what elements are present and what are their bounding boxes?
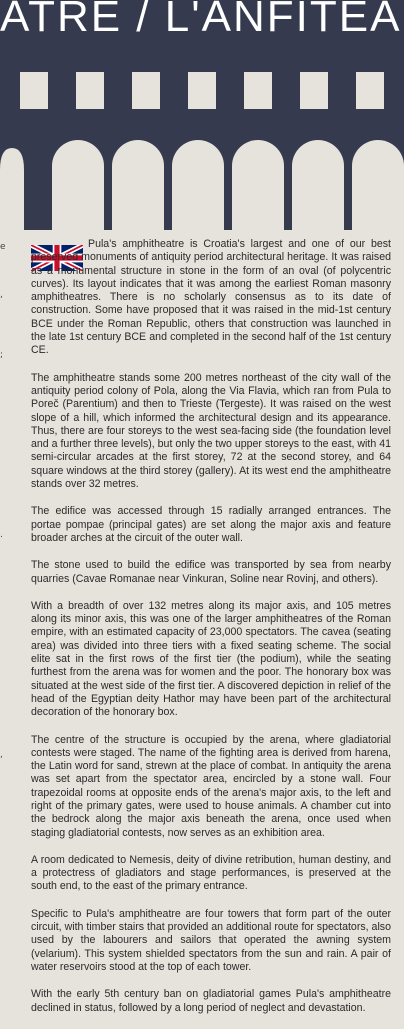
paragraph-intro: Pula's amphitheatre is Croatia's largest and one of our best preserved monuments of antiquity period architectural heritage. It was raised as a monumental structure in stone in the form of an oval (of polycentric curves). Its layout indicates that it was among the earliest Roman masonry amphitheatres. There is no scholarly consensus as to its date of construction. Some have proposed that it was raised in the mid-1st century BCE under the Roman Republic, others that construction was launched in the late 1st century BCE and completed in the second half of the 1st century CE. — [31, 238, 391, 357]
adjacent-text-edge: e , ; . , — [0, 242, 6, 760]
paragraph-location: The amphitheatre stands some 200 metres northeast of the city wall of the antiquity period colony of Pola, along the Via Flavia, which ran from Pula to Poreč (Parentium) and then to Trieste (Tergeste). It was raised on the west slope of a hill, which informed the architectural design and its appearance. Thus, there are four storeys to the west sea-facing side (the foundation level and a further three levels), but only the two upper storeys to the east, with 41 semi-circular arcades at the first storey, 72 at the second storey, and 64 square windows at the third storey (gallery). At its west end the amphitheatre stands over 32 metres. — [31, 371, 391, 491]
paragraph-towers: Specific to Pula's amphitheatre are four towers that form part of the outer circuit, with timber stairs that provided an additional route for spectators, also used by the labourers and sailors that operated the awning system (velarium). This system shielded spectators from the sun and rain. A pair of water reservoirs stood at the top of each tower. — [31, 907, 391, 973]
sign-panel — [0, 230, 404, 1024]
amphitheatre-facade-graphic — [0, 58, 404, 230]
paragraph-arena: The centre of the structure is occupied by the arena, where gladiatorial contests were staged. The name of the fighting area is derived from harena, the Latin word for sand, strewn at the place of combat. In antiquity the arena was set apart from the spectator area, encircled by a stone wall. Four trapezoidal rooms at opposite ends of the arena's major axis, to the left and right of the primary gates, were used to house animals. A chamber cut into the bedrock along the major axis beneath the arena, once used when staging gladiatorial contests, now serves as an exhibition area. — [31, 733, 391, 839]
paragraph-dimensions: With a breadth of over 132 metres along its major axis, and 105 metres along its minor axis, this was one of the larger amphitheatres of the Roman empire, with an estimated capacity of 23,000 spectators. The cavea (seating area) was divided into three tiers with a fixed seating scheme. The social elite sat in the first rows of the first tier (the podium), while the seating furthest from the arena was for women and the poor. The honorary box was situated at the west side of the first tier. A discovered depiction in relief of the head of the Egyptian deity Hathor may have been part of the architectural decoration of the honorary box. — [31, 599, 391, 719]
sign-header — [0, 0, 404, 230]
sign-body-text — [31, 238, 391, 1029]
paragraph-nemesis: A room dedicated to Nemesis, deity of divine retribution, human destiny, and a protectress of gladiators and stage performances, is preserved at the south end, to the east of the primary entrance. — [31, 853, 391, 893]
sign-title: ATRE / L'ANFITEA — [0, 0, 402, 41]
paragraph-decline: With the early 5th century ban on gladiatorial games Pula's amphitheatre declined in status, followed by a long period of neglect and devastation. — [31, 988, 391, 1014]
paragraph-stone: The stone used to build the edifice was transported by sea from nearby quarries (Cavae Romanae near Vinkuran, Soline near Rovinj, and others). — [31, 559, 391, 585]
paragraph-entrances: The edifice was accessed through 15 radially arranged entrances. The portae pompae (principal gates) are set along the major axis and feature broader arches at the circuit of the outer wall. — [31, 505, 391, 544]
